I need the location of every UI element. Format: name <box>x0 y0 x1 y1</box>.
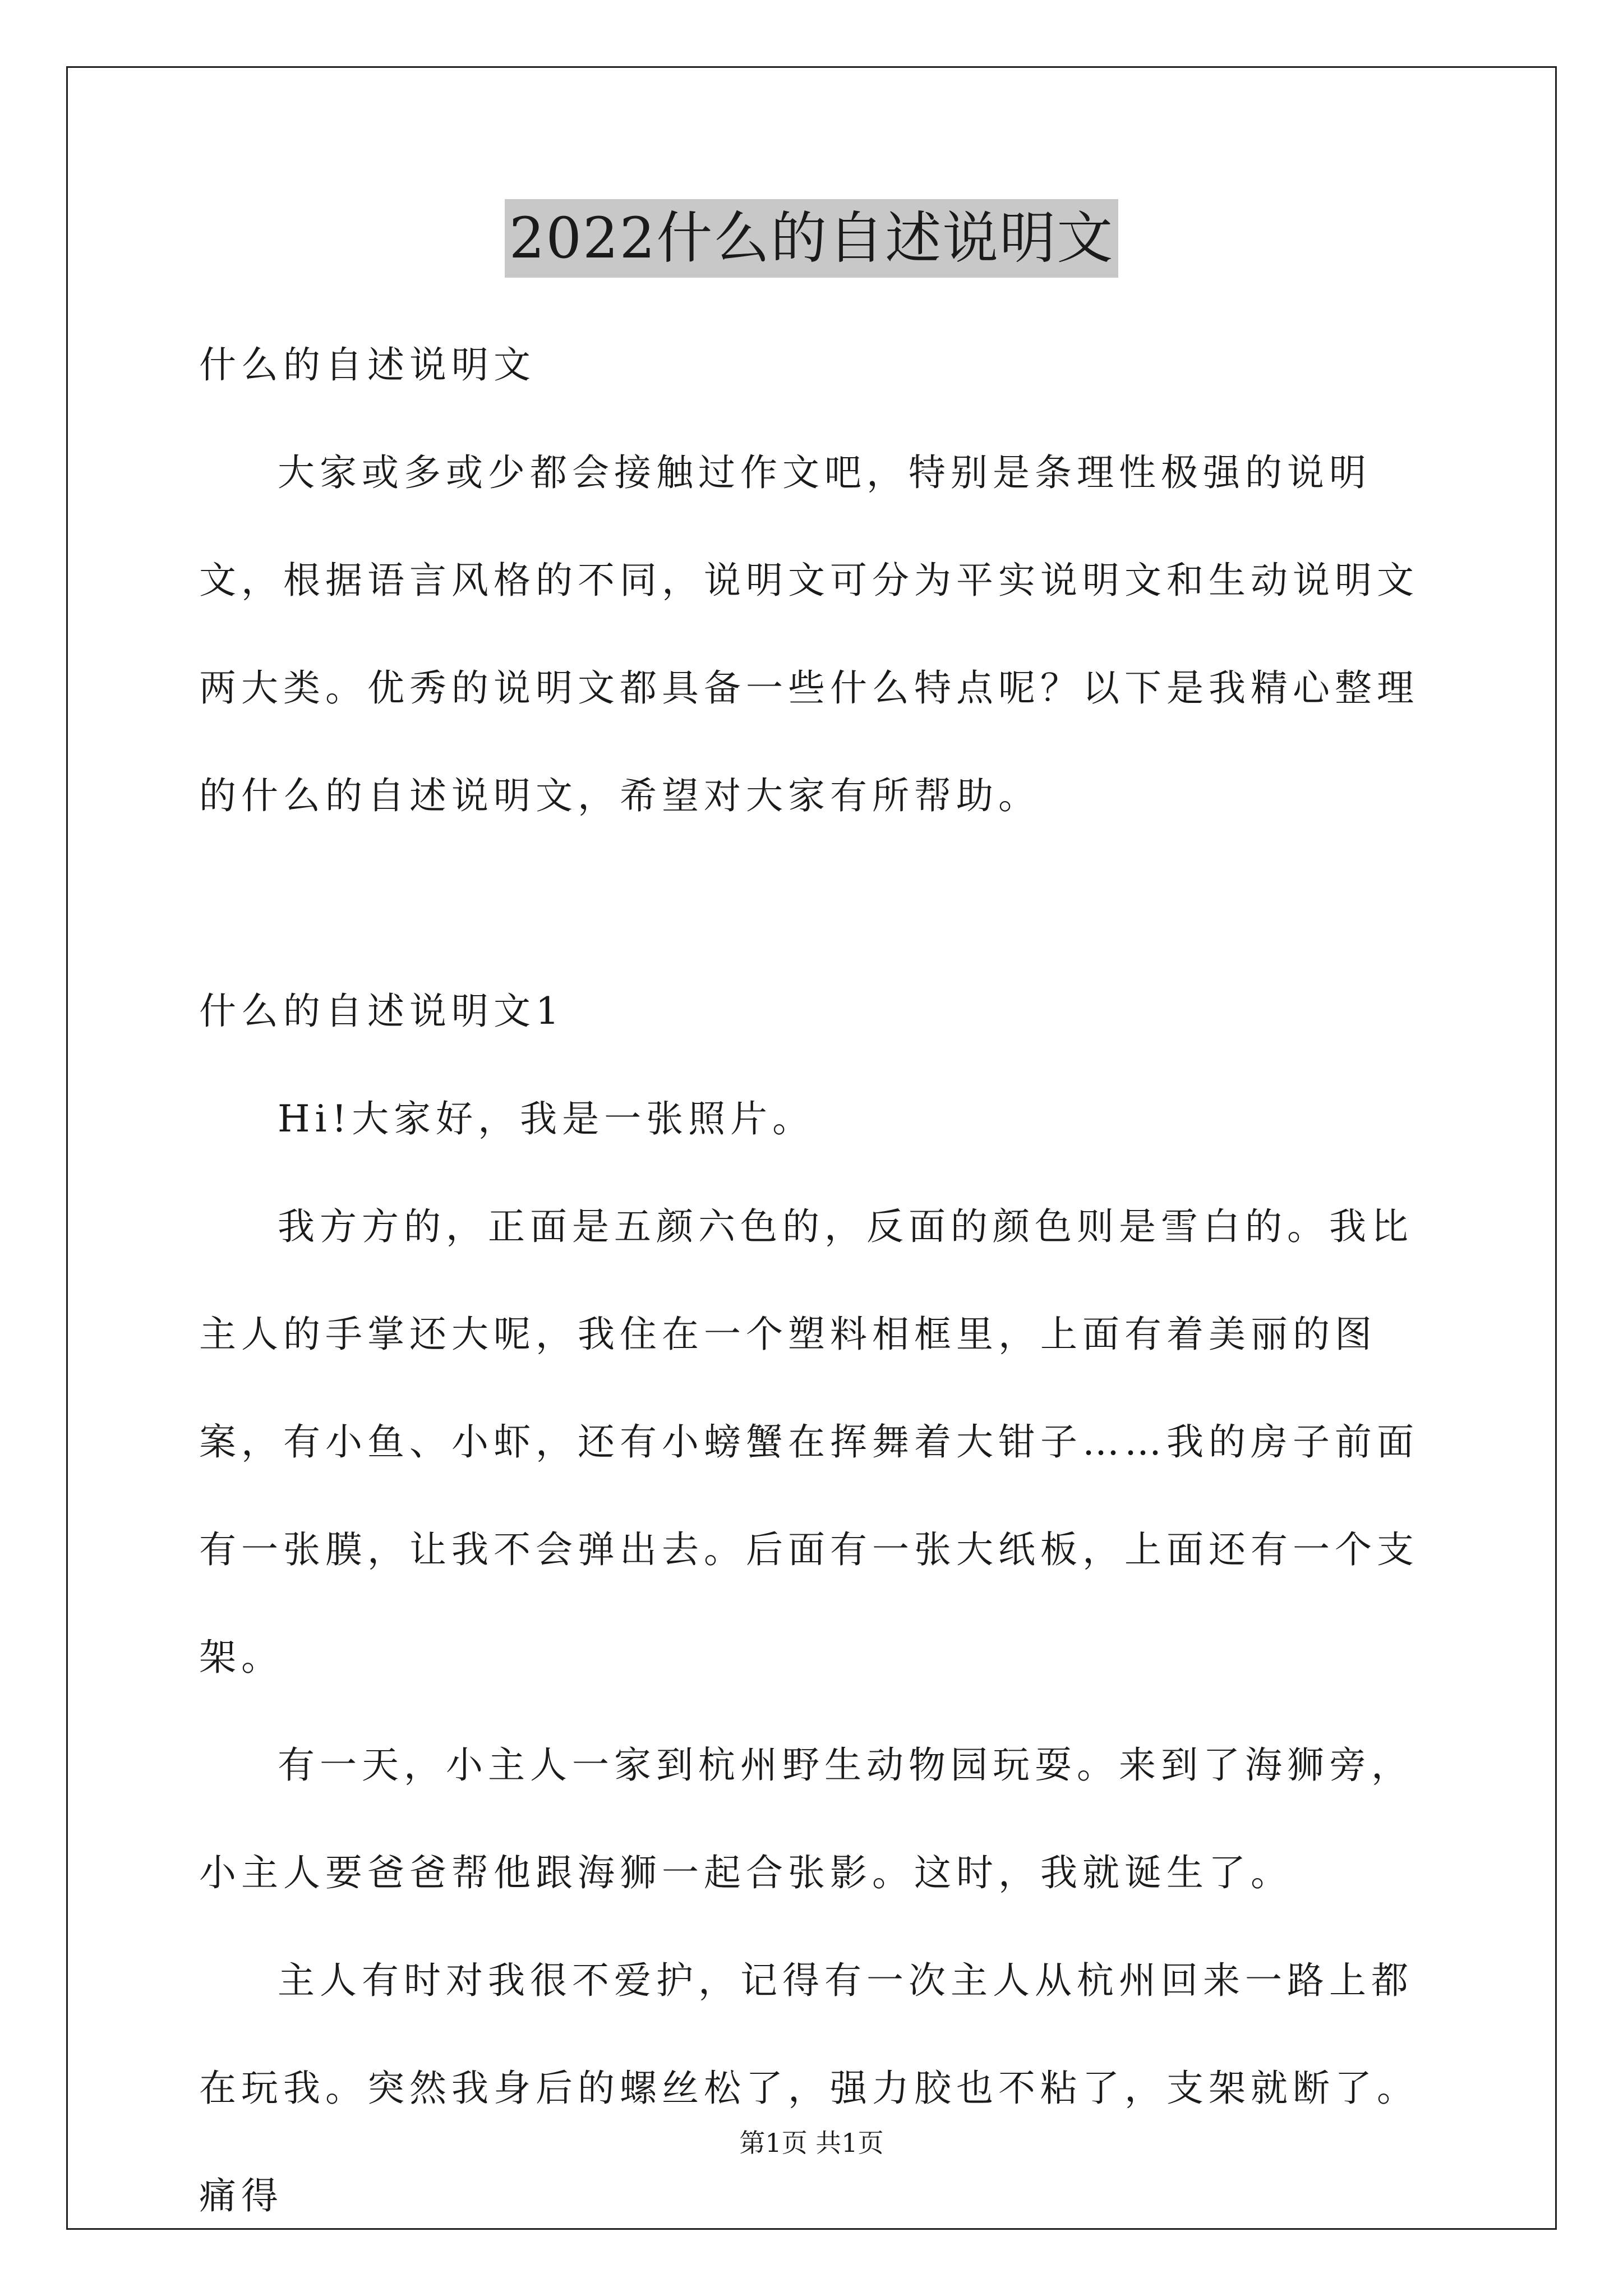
section-spacer <box>199 850 1438 958</box>
body-paragraph: 主人有时对我很不爱护，记得有一次主人从杭州回来一路上都在玩我。突然我身后的螺丝松了，强力胶也不粘了，支架就断了。痛得 <box>199 1959 1419 2217</box>
body-paragraph: 有一天，小主人一家到杭州野生动物园玩耍。来到了海狮旁，小主人要爸爸帮他跟海狮一起合张影。这时，我就诞生了。 <box>199 1743 1413 1894</box>
body-paragraph: 我方方的，正面是五颜六色的，反面的颜色则是雪白的。我比主人的手掌还大呢，我住在一个塑料相框里，上面有着美丽的图案，有小鱼、小虾，还有小螃蟹在挥舞着大钳子……我的房子前面有一张膜，让我不会弹出去。后面有一张大纸板，上面还有一个支架。 <box>199 1205 1419 1679</box>
intro-paragraph: 大家或多或少都会接触过作文吧，特别是条理性极强的说明文，根据语言风格的不同，说明文可分为平实说明文和生动说明文两大类。优秀的说明文都具备一些什么特点呢？以下是我精心整理的什么的自述说明文，希望对大家有所帮助。 <box>199 451 1419 817</box>
section-heading: 什么的自述说明文1 <box>199 990 564 1033</box>
title-container <box>0 199 1623 278</box>
document-title: 2022什么的自述说明文 <box>505 199 1119 278</box>
subtitle: 什么的自述说明文 <box>199 343 536 386</box>
body-paragraph: Hi!大家好，我是一张照片。 <box>278 1097 815 1140</box>
document-body <box>199 311 1438 2250</box>
page-footer: 第1页 共1页 <box>739 2128 884 2158</box>
